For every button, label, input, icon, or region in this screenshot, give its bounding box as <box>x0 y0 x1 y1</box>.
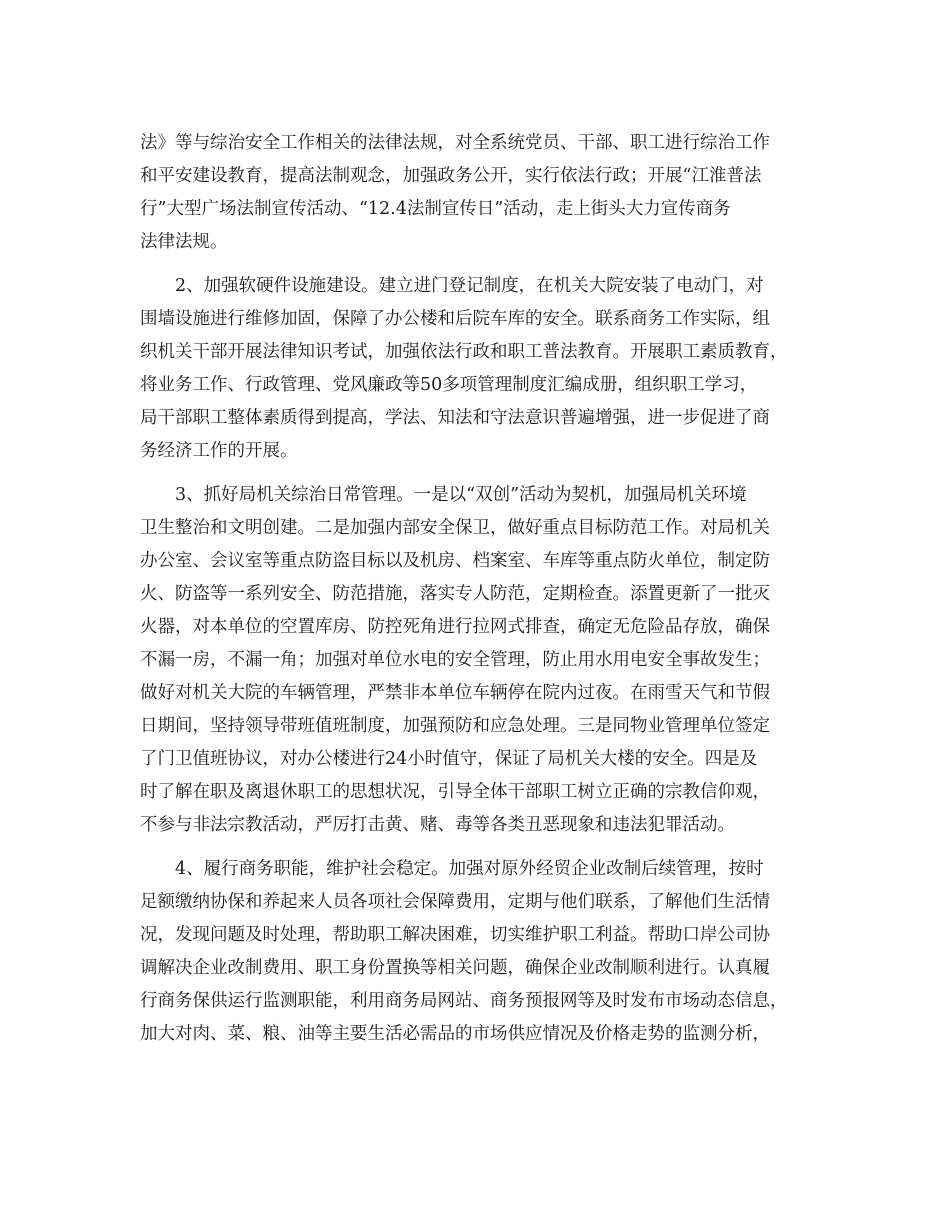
text-line: 不参与非法宗教活动，严厉打击黄、赌、毒等各类丑恶现象和违法犯罪活动。 <box>140 815 735 835</box>
text-line: 日期间，坚持领导带班值班制度，加强预防和应急处理。三是同物业管理单位签定 <box>140 716 770 736</box>
text-line: 和平安建设教育，提高法制观念，加强政务公开，实行依法行政；开展“江淮普法 <box>140 166 762 186</box>
text-line: 了门卫值班协议，对办公楼进行24小时值守，保证了局机关大楼的安全。四是及 <box>140 749 758 769</box>
text-line: 2、加强软硬件设施建设。建立进门登记制度，在机关大院安装了电动门，对 <box>140 276 764 296</box>
text-line: 卫生整治和文明创建。二是加强内部安全保卫，做好重点目标防范工作。对局机关 <box>140 518 770 538</box>
text-line: 织机关干部开展法律知识考试，加强依法行政和职工普法教育。开展职工素质教育， <box>140 342 788 362</box>
text-line: 火、防盗等一系列安全、防范措施，落实专人防范，定期检查。添置更新了一批灭 <box>140 584 770 604</box>
text-line: 行”大型广场法制宣传活动、“12.4法制宣传日”活动，走上街头大力宣传商务 <box>140 199 731 219</box>
text-line: 局干部职工整体素质得到提高，学法、知法和守法意识普遍增强，进一步促进了商 <box>140 408 770 428</box>
text-line: 况，发现问题及时处理，帮助职工解决困难，切实维护职工利益。帮助口岸公司协 <box>140 925 770 945</box>
text-line: 务经济工作的开展。 <box>140 441 298 461</box>
text-line: 4、履行商务职能，维护社会稳定。加强对原外经贸企业改制后续管理，按时 <box>140 859 764 879</box>
text-line: 行商务保供运行监测职能，利用商务局网站、商务预报网等及时发布市场动态信息， <box>140 991 788 1011</box>
text-line: 围墙设施进行维修加固，保障了办公楼和后院车库的安全。联系商务工作实际，组 <box>140 309 770 329</box>
text-line: 做好对机关大院的车辆管理，严禁非本单位车辆停在院内过夜。在雨雪天气和节假 <box>140 683 770 703</box>
text-line: 3、抓好局机关综治日常管理。一是以“双创”活动为契机，加强局机关环境 <box>140 485 747 505</box>
text-line: 将业务工作、行政管理、党风廉政等50多项管理制度汇编成册，组织职工学习， <box>140 375 758 395</box>
text-line: 加大对肉、菜、粮、油等主要生活必需品的市场供应情况及价格走势的监测分析， <box>140 1024 770 1044</box>
text-line: 调解决企业改制费用、职工身份置换等相关问题，确保企业改制顺利进行。认真履 <box>140 958 770 978</box>
text-line: 火器，对本单位的空置库房、防控死角进行拉网式排查，确定无危险品存放，确保 <box>140 617 770 637</box>
text-line: 不漏一房，不漏一角；加强对单位水电的安全管理，防止用水用电安全事故发生； <box>140 650 770 670</box>
text-line: 足额缴纳协保和养起来人员各项社会保障费用，定期与他们联系，了解他们生活情 <box>140 892 770 912</box>
text-line: 法》等与综治安全工作相关的法律法规，对全系统党员、干部、职工进行综治工作 <box>140 133 770 153</box>
text-line: 时了解在职及离退休职工的思想状况，引导全体干部职工树立正确的宗教信仰观， <box>140 782 770 802</box>
text-line: 法律法规。 <box>140 232 228 252</box>
text-line: 办公室、会议室等重点防盗目标以及机房、档案室、车库等重点防火单位，制定防 <box>140 551 770 571</box>
